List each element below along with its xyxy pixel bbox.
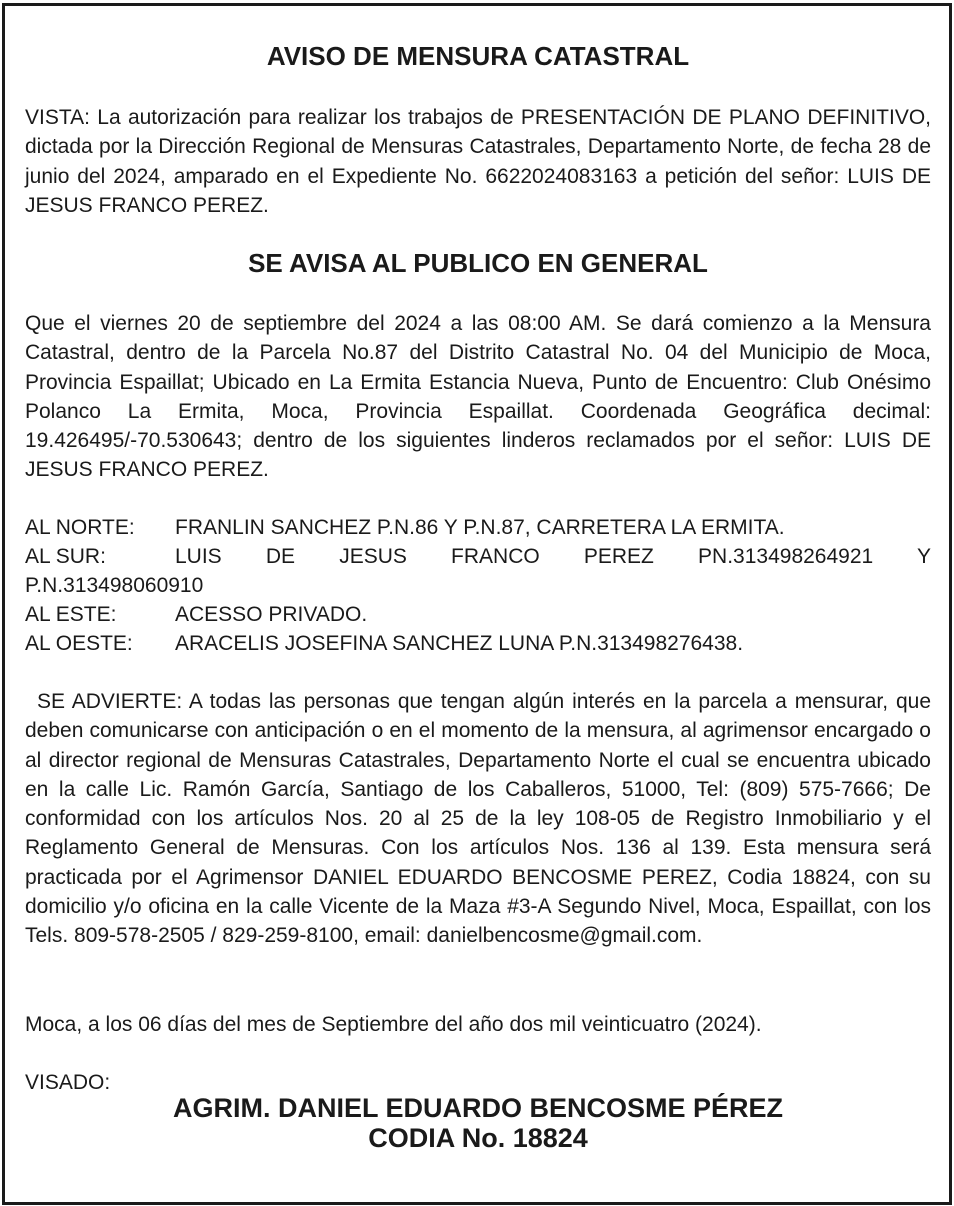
advierte-paragraph: SE ADVIERTE: A todas las personas que tengan algún interés en la parcela a mensurar, que deben comunicarse con anticipación o en el momento de la mensura, al agrimensor encargado o al director regional de Mensuras Catastrales, Departamento Norte el cual se encuentra ubicado en la calle Lic. Ramón García, Santiago de los Caballeros, 51000, Tel: (809) 575-7666; De conformidad con los artículos Nos. 20 al 25 de la ley 108-05 de Registro Inmobiliario y el Reglamento General de Mensuras. Con los artículos Nos. 136 al 139. Esta mensura será practicada por el Agrimensor DANIEL EDUARDO BENCOSME PEREZ, Codia 18824, con su domicilio y/o oficina en la calle Vicente de la Maza #3-A Segundo Nivel, Moca, Espaillat, con los Tels. 809-578-2505 / 829-259-8100, email: danielbencosme@gmail.com. — [25, 690, 931, 948]
boundary-sur-value-cont: P.N.313498060910 — [25, 574, 204, 597]
boundary-oeste-value: ARACELIS JOSEFINA SANCHEZ LUNA P.N.313498276438. — [175, 632, 744, 655]
boundary-oeste-label: AL OESTE: — [25, 632, 133, 655]
boundary-norte-value: FRANLIN SANCHEZ P.N.86 Y P.N.87, CARRETERA LA ERMITA. — [175, 516, 785, 539]
notice-title: AVISO DE MENSURA CATASTRAL — [266, 41, 690, 71]
visado-label: VISADO: — [25, 1071, 111, 1094]
boundary-este-value: ACESSO PRIVADO. — [175, 603, 368, 626]
body-paragraph: Que el viernes 20 de septiembre del 2024 a las 08:00 AM. Se dará comienzo a la Mensura Catastral, dentro de la Parcela No.87 del Distrito Catastral No. 04 del Municipio de Moca, Provincia Espaillat; Ubicado en La Ermita Estancia Nueva, Punto de Encuentro: Club Onésimo Polanco La Ermita, Moca, Provincia Espaillat. Coordenada Geográfica decimal: 19.426495/-70.530643; dentro de los siguientes linderos reclamados por el señor: LUIS DE JESUS FRANCO PEREZ. — [25, 312, 931, 482]
notice-frame — [2, 3, 952, 1205]
date-line: Moca, a los 06 días del mes de Septiembre del año dos mil veinticuatro (2024). — [25, 1013, 762, 1036]
vista-paragraph: VISTA: La autorización para realizar los trabajos de PRESENTACIÓN DE PLANO DEFINITIVO, dictada por la Dirección Regional de Mensuras Catastrales, Departamento Norte, de fecha 28 de junio del 2024, amparado en el Expediente No. 6622024083163 a petición del señor: LUIS DE JESUS FRANCO PEREZ. — [25, 106, 931, 217]
boundary-sur-value: LUIS DE JESUS FRANCO PEREZ PN.313498264921 Y — [175, 545, 931, 568]
boundary-norte-label: AL NORTE: — [25, 516, 135, 539]
notice-subtitle: SE AVISA AL PUBLICO EN GENERAL — [248, 248, 708, 278]
signer-name: AGRIM. DANIEL EDUARDO BENCOSME PÉREZ — [172, 1093, 784, 1123]
signer-codia: CODIA No. 18824 — [368, 1123, 588, 1153]
boundary-este-label: AL ESTE: — [25, 603, 117, 626]
boundary-sur-label: AL SUR: — [25, 545, 106, 568]
